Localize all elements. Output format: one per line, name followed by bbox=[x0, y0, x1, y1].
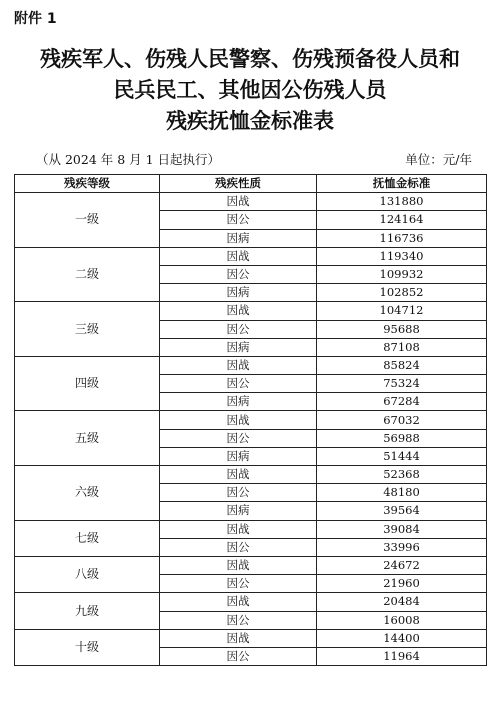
table-row bbox=[15, 629, 487, 647]
cell-nature: 因公 bbox=[160, 375, 317, 393]
cell-nature: 因病 bbox=[160, 447, 317, 465]
cell-amount: 116736 bbox=[317, 229, 487, 247]
cell-nature: 因战 bbox=[160, 556, 317, 574]
table-row bbox=[15, 302, 487, 320]
cell-amount: 87108 bbox=[317, 338, 487, 356]
attachment-label: 附件 1 bbox=[14, 11, 57, 27]
cell-amount: 109932 bbox=[317, 265, 487, 283]
table-row bbox=[15, 556, 487, 574]
cell-grade: 四级 bbox=[15, 356, 160, 411]
cell-grade: 三级 bbox=[15, 302, 160, 357]
cell-nature: 因战 bbox=[160, 629, 317, 647]
document-title bbox=[0, 44, 500, 137]
cell-amount: 95688 bbox=[317, 320, 487, 338]
unit-note: 单位：元/年 bbox=[405, 152, 472, 167]
table-meta bbox=[16, 150, 484, 168]
cell-nature: 因战 bbox=[160, 193, 317, 211]
cell-nature: 因公 bbox=[160, 647, 317, 665]
cell-nature: 因公 bbox=[160, 265, 317, 283]
cell-amount: 24672 bbox=[317, 556, 487, 574]
cell-amount: 21960 bbox=[317, 575, 487, 593]
cell-amount: 20484 bbox=[317, 593, 487, 611]
cell-amount: 14400 bbox=[317, 629, 487, 647]
cell-amount: 67032 bbox=[317, 411, 487, 429]
cell-nature: 因公 bbox=[160, 211, 317, 229]
cell-nature: 因战 bbox=[160, 247, 317, 265]
cell-amount: 119340 bbox=[317, 247, 487, 265]
cell-grade: 二级 bbox=[15, 247, 160, 302]
cell-nature: 因病 bbox=[160, 229, 317, 247]
cell-nature: 因公 bbox=[160, 538, 317, 556]
cell-nature: 因病 bbox=[160, 502, 317, 520]
table-row bbox=[15, 593, 487, 611]
cell-nature: 因公 bbox=[160, 429, 317, 447]
cell-nature: 因战 bbox=[160, 356, 317, 374]
table-header-row bbox=[15, 175, 487, 193]
cell-amount: 16008 bbox=[317, 611, 487, 629]
cell-amount: 51444 bbox=[317, 447, 487, 465]
cell-grade: 六级 bbox=[15, 466, 160, 521]
cell-amount: 11964 bbox=[317, 647, 487, 665]
header-standard: 抚恤金标准 bbox=[317, 175, 487, 193]
cell-amount: 104712 bbox=[317, 302, 487, 320]
cell-grade: 九级 bbox=[15, 593, 160, 629]
compensation-table bbox=[14, 174, 487, 666]
table-row bbox=[15, 466, 487, 484]
cell-amount: 39564 bbox=[317, 502, 487, 520]
cell-amount: 33996 bbox=[317, 538, 487, 556]
cell-nature: 因战 bbox=[160, 302, 317, 320]
cell-nature: 因战 bbox=[160, 411, 317, 429]
cell-amount: 124164 bbox=[317, 211, 487, 229]
cell-nature: 因战 bbox=[160, 466, 317, 484]
cell-amount: 75324 bbox=[317, 375, 487, 393]
cell-amount: 131880 bbox=[317, 193, 487, 211]
title-line-2: 民兵民工、其他因公伤残人员 bbox=[113, 78, 387, 102]
cell-nature: 因公 bbox=[160, 611, 317, 629]
cell-grade: 八级 bbox=[15, 556, 160, 592]
cell-amount: 52368 bbox=[317, 466, 487, 484]
cell-grade: 七级 bbox=[15, 520, 160, 556]
cell-grade: 五级 bbox=[15, 411, 160, 466]
cell-nature: 因病 bbox=[160, 338, 317, 356]
cell-amount: 48180 bbox=[317, 484, 487, 502]
header-grade: 残疾等级 bbox=[15, 175, 160, 193]
cell-nature: 因战 bbox=[160, 520, 317, 538]
table-row bbox=[15, 193, 487, 211]
table-row bbox=[15, 520, 487, 538]
cell-nature: 因战 bbox=[160, 593, 317, 611]
cell-amount: 39084 bbox=[317, 520, 487, 538]
cell-nature: 因公 bbox=[160, 320, 317, 338]
cell-amount: 102852 bbox=[317, 284, 487, 302]
cell-nature: 因病 bbox=[160, 393, 317, 411]
cell-amount: 85824 bbox=[317, 356, 487, 374]
cell-grade: 一级 bbox=[15, 193, 160, 248]
table-body bbox=[15, 193, 487, 666]
cell-grade: 十级 bbox=[15, 629, 160, 665]
cell-nature: 因公 bbox=[160, 484, 317, 502]
title-line-1: 残疾军人、伤残人民警察、伤残预备役人员和 bbox=[40, 47, 460, 71]
table-row bbox=[15, 356, 487, 374]
cell-nature: 因公 bbox=[160, 575, 317, 593]
table-row bbox=[15, 247, 487, 265]
table-row bbox=[15, 411, 487, 429]
cell-nature: 因病 bbox=[160, 284, 317, 302]
effective-date-note: （从 2024 年 8 月 1 日起执行） bbox=[36, 152, 221, 167]
header-nature: 残疾性质 bbox=[160, 175, 317, 193]
cell-amount: 56988 bbox=[317, 429, 487, 447]
title-line-3: 残疾抚恤金标准表 bbox=[166, 109, 334, 133]
cell-amount: 67284 bbox=[317, 393, 487, 411]
